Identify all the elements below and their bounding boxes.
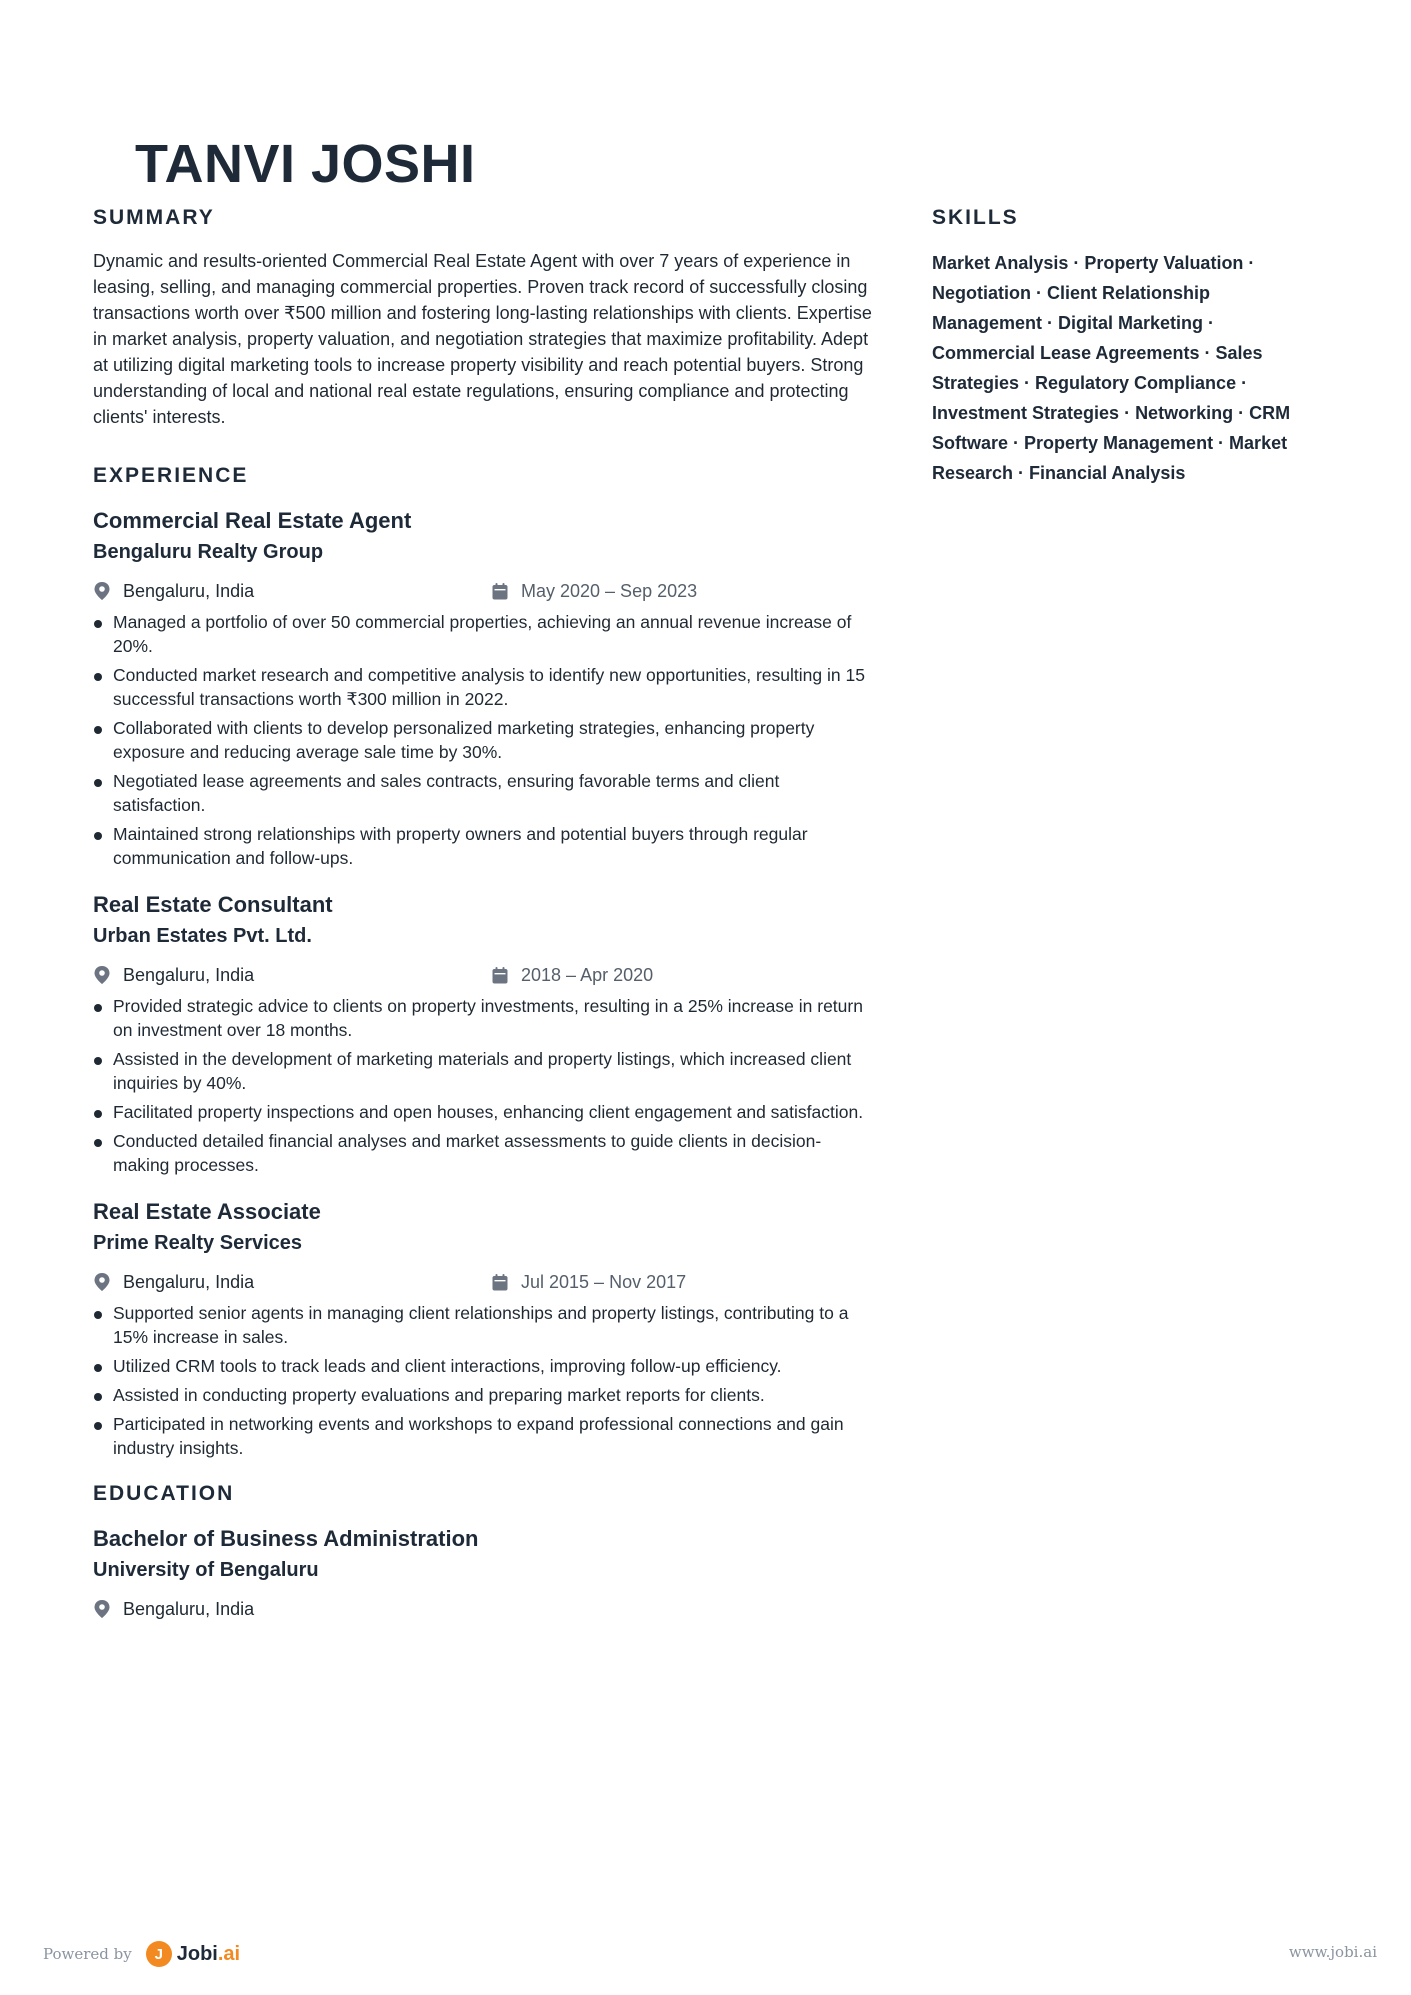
job-dates <box>491 1269 686 1295</box>
job-title: Commercial Real Estate Agent <box>93 508 412 533</box>
job-meta <box>93 962 873 988</box>
list-item: Assisted in conducting property evaluations and preparing market reports for clients. <box>93 1383 873 1407</box>
skills-heading: SKILLS <box>932 206 1019 229</box>
right-column <box>932 204 1307 488</box>
list-item: Conducted detailed financial analyses and market assessments to guide clients in decision-making processes. <box>93 1129 873 1177</box>
job-entry <box>93 1197 873 1460</box>
job-title: Real Estate Associate <box>93 1199 321 1224</box>
location-text: Bengaluru, India <box>123 1599 255 1619</box>
job-entry <box>93 890 873 1177</box>
map-pin-icon <box>93 582 111 600</box>
list-item: Supported senior agents in managing client relationships and property listings, contributing to a 15% increase in sales. <box>93 1301 873 1349</box>
list-item: Managed a portfolio of over 50 commercial properties, achieving an annual revenue increase of 20%. <box>93 610 873 658</box>
location-text: Bengaluru, India <box>123 1272 255 1292</box>
date-text: 2018 – Apr 2020 <box>521 965 654 985</box>
list-item: Utilized CRM tools to track leads and client interactions, improving follow-up efficiency. <box>93 1354 873 1378</box>
job-meta <box>93 578 873 604</box>
job-title: Real Estate Consultant <box>93 892 333 917</box>
education-location <box>93 1596 491 1622</box>
education-heading: EDUCATION <box>93 1482 235 1505</box>
education-meta <box>93 1596 873 1622</box>
list-item: Conducted market research and competitive analysis to identify new opportunities, resulting in 15 successful transactions worth ₹300 million in 2022. <box>93 663 873 711</box>
location-text: Bengaluru, India <box>123 965 255 985</box>
job-entry <box>93 506 873 870</box>
location-text: Bengaluru, India <box>123 581 255 601</box>
experience-section <box>93 462 873 1460</box>
job-dates <box>491 962 653 988</box>
list-item: Provided strategic advice to clients on property investments, resulting in a 25% increase in return on investment over 18 months. <box>93 994 873 1042</box>
candidate-name: TANVI JOSHI <box>135 134 476 194</box>
list-item: Maintained strong relationships with property owners and potential buyers through regular communication and follow-ups. <box>93 822 873 870</box>
powered-by-footer <box>43 1941 240 1967</box>
job-bullets <box>93 1301 873 1460</box>
company-name: Bengaluru Realty Group <box>93 541 324 563</box>
list-item: Participated in networking events and workshops to expand professional connections and gain industry insights. <box>93 1412 873 1460</box>
school-name: University of Bengaluru <box>93 1559 319 1581</box>
jobi-logo-icon: J <box>146 1941 172 1967</box>
logo-suffix: .ai <box>217 1942 241 1965</box>
education-section <box>93 1480 873 1622</box>
logo-main: Jobi <box>176 1942 218 1965</box>
summary-section <box>93 204 873 430</box>
jobi-logo-text[interactable] <box>177 1943 240 1966</box>
list-item: Collaborated with clients to develop personalized marketing strategies, enhancing property exposure and reducing average sale time by 30%. <box>93 716 873 764</box>
list-item: Assisted in the development of marketing materials and property listings, which increased client inquiries by 40%. <box>93 1047 873 1095</box>
map-pin-icon <box>93 1273 111 1291</box>
job-meta <box>93 1269 873 1295</box>
job-bullets <box>93 994 873 1177</box>
job-location <box>93 962 491 988</box>
job-location <box>93 1269 491 1295</box>
left-column <box>93 204 873 1628</box>
skills-section <box>932 204 1307 488</box>
experience-heading: EXPERIENCE <box>93 464 249 487</box>
summary-heading: SUMMARY <box>93 206 215 229</box>
list-item: Facilitated property inspections and open houses, enhancing client engagement and satisfaction. <box>93 1100 873 1124</box>
job-dates <box>491 578 697 604</box>
powered-by-label: Powered by <box>43 1945 132 1963</box>
summary-text: Dynamic and results-oriented Commercial Real Estate Agent with over 7 years of experience in leasing, selling, and managing commercial properties. Proven track record of successfully closing transactions worth over ₹500 million and fostering long-lasting relationships with clients. Expertise in market analysis, property valuation, and negotiation strategies that maximize profitability. Adept at utilizing digital marketing tools to increase property visibility and reach potential buyers. Strong understanding of local and national real estate regulations, ensuring compliance and protecting clients' interests. <box>93 251 872 427</box>
calendar-icon <box>491 1273 509 1291</box>
map-pin-icon <box>93 1600 111 1618</box>
map-pin-icon <box>93 966 111 984</box>
date-text: Jul 2015 – Nov 2017 <box>521 1272 687 1292</box>
job-bullets <box>93 610 873 870</box>
degree-title: Bachelor of Business Administration <box>93 1526 479 1551</box>
website-link[interactable]: www.jobi.ai <box>1288 1943 1377 1961</box>
company-name: Urban Estates Pvt. Ltd. <box>93 925 312 947</box>
skills-list: Market Analysis · Property Valuation · Negotiation · Client Relationship Management · Digital Marketing · Commercial Lease Agreements · Sales Strategies · Regulatory Compliance · Investment Strategies · Networking · CRM Software · Property Management · Market Research · Financial Analysis <box>932 253 1291 483</box>
calendar-icon <box>491 966 509 984</box>
job-location <box>93 578 491 604</box>
list-item: Negotiated lease agreements and sales contracts, ensuring favorable terms and client satisfaction. <box>93 769 873 817</box>
date-text: May 2020 – Sep 2023 <box>521 581 698 601</box>
company-name: Prime Realty Services <box>93 1232 303 1254</box>
calendar-icon <box>491 582 509 600</box>
